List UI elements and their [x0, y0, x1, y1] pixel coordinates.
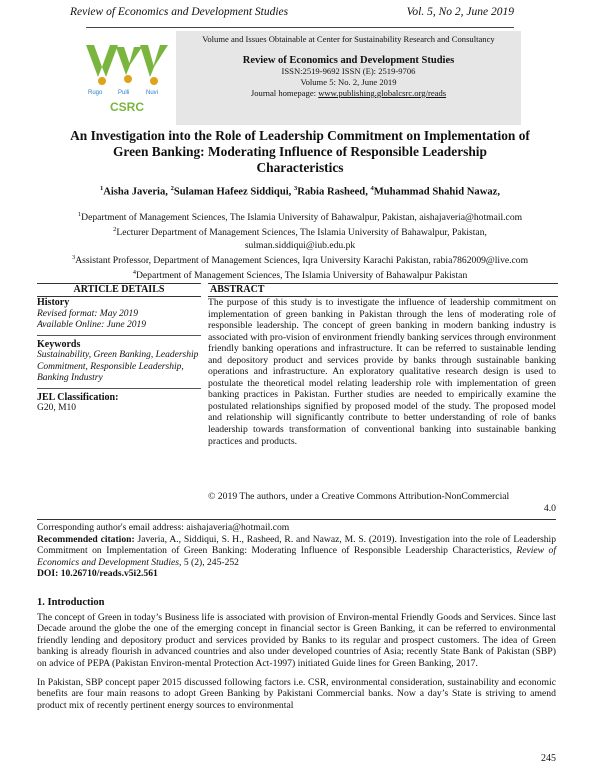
- paper-title: An Investigation into the Role of Leadership Commitment on Implementation of Green Banking: Moderating Influence of Responsible Leadership Characteristics: [70, 128, 530, 175]
- svg-text:Pulli: Pulli: [118, 90, 130, 96]
- affiliation-text: Department of Management Sciences, The Islamia University of Bahawalpur, Pakistan, aishajaveria@hotmail.com: [81, 212, 523, 224]
- keywords-list: Sustainability, Green Banking, Leadership Commitment, Responsible Leadership, Banking Industry: [37, 350, 199, 383]
- jel-heading: JEL Classification:: [37, 391, 119, 403]
- journal-masthead: [176, 31, 521, 125]
- page-number: 245: [541, 753, 556, 764]
- paragraph: In Pakistan, SBP concept paper 2015 discussed following factors i.e. CSR, environmental consideration, sustainability and economic benefits are four main reasons to adopt Green Banking by Pakistani Commercial banks. Now a day’s State is striving to amend product mix of recently pertinent energy sources to environmental: [37, 676, 556, 711]
- author-sup: 1: [99, 185, 104, 192]
- homepage-link[interactable]: www.publishing.globalcsrc.org/reads: [318, 88, 447, 98]
- jel-section: [37, 392, 201, 415]
- article-info-block: [37, 283, 556, 521]
- affiliation-text: Lecturer Department of Management Sciences, The Islamia University of Bahawalpur, Pakistan,: [116, 227, 487, 239]
- affiliations: [22, 209, 578, 283]
- affiliation-sup: 1: [77, 211, 82, 218]
- running-header-volume: Vol. 5, No 2, June 2019: [406, 6, 514, 18]
- affiliation-sup: 4: [132, 269, 136, 277]
- author-name: Muhammad Shahid Nawaz,: [373, 186, 501, 198]
- svg-text:Rugo: Rugo: [88, 90, 103, 96]
- affiliation-line: [22, 209, 578, 224]
- abstract-text: The purpose of this study is to investigate the influence of leadership commitment on implementation of green banking in Pakistan through the lens of moderating role of responsible leadership. The concept of green banking in modern banking industry is associated with pro-vision of environment friendly banking services through environment friendly banking operations and infrastructure. It can be referred to sustainable lending and depository product and services provide by banks through sustainable banking operations and infrastructure. An exploratory qualitative research design is used to postulate the theoretical model relating leadership role with implementation of green banking practices in Pakistan. Further studies are needed to empirically examine the postulated relationships signified by proposed model of the study. The proposed model and relationship will significantly contribute to better understanding of role of banks leadership towards transformation of conventional banking into sustainable banking practices and products.: [208, 297, 556, 447]
- copyright-notice: [208, 491, 556, 514]
- history-heading: History: [37, 297, 70, 308]
- correspondence-block: [37, 522, 556, 580]
- svg-text:Nuvi: Nuvi: [146, 90, 159, 96]
- svg-text:CSRC: CSRC: [110, 100, 145, 114]
- running-header-journal: Review of Economics and Development Studies: [70, 6, 289, 18]
- affiliation-line: [22, 240, 578, 252]
- masthead-volume: Volume 5: No. 2, June 2019: [300, 77, 397, 87]
- article-details-header: ARTICLE DETAILS: [37, 283, 201, 297]
- affiliation-sup: 2: [113, 226, 117, 234]
- affiliation-text: Assistant Professor, Department of Management Sciences, Iqra University Karachi Pakistan, rabia7862009@live.com: [75, 255, 529, 267]
- affiliation-text: sulman.siddiqui@iub.edu.pk: [244, 239, 356, 251]
- abstract-header: ABSTRACT: [208, 283, 558, 297]
- keywords-heading: Keywords: [37, 338, 81, 350]
- revised-date: Revised format: May 2019: [37, 308, 139, 319]
- corresponding-email[interactable]: aishajaveria@hotmail.com: [186, 522, 290, 533]
- doi[interactable]: DOI: 10.26710/reads.v5i2.561: [37, 568, 158, 580]
- affiliation-line: [22, 267, 578, 282]
- homepage-label: Journal homepage:: [250, 88, 317, 98]
- introduction-section: [37, 597, 556, 718]
- section-heading: 1. Introduction: [37, 597, 105, 608]
- author-name: Aisha Javeria,: [103, 186, 168, 198]
- affiliation-line: [22, 252, 578, 267]
- corresponding-label: Corresponding author's email address:: [37, 522, 184, 533]
- citation-volume: , 5 (2), 245-252: [179, 556, 239, 568]
- jel-codes: G20, M10: [37, 403, 77, 413]
- history-section: [37, 297, 201, 336]
- recommended-citation: [37, 534, 556, 569]
- affiliation-sup: 3: [71, 253, 76, 261]
- masthead-journal-title: Review of Economics and Development Studies: [242, 55, 455, 66]
- author-name: Rabia Rasheed,: [297, 186, 368, 198]
- affiliation-line: [22, 224, 578, 239]
- corresponding-author: [37, 522, 556, 534]
- masthead-issn: ISSN:2519-9692 ISSN (E): 2519-9706: [281, 66, 416, 76]
- affiliation-text: Department of Management Sciences, The Islamia University of Bahawalpur Pakistan: [136, 270, 468, 282]
- author-sup: 2: [170, 185, 174, 192]
- copyright-line: © 2019 The authors, under a Creative Commons Attribution-NonCommercial: [208, 491, 510, 502]
- article-details: [37, 297, 201, 415]
- keywords-section: [37, 339, 201, 389]
- author-name: Sulaman Hafeez Siddiqui,: [173, 186, 292, 198]
- citation-journal: Review of Economics and Development Studies: [37, 545, 557, 568]
- citation-label: Recommended citation:: [37, 533, 135, 545]
- paragraph: The concept of Green in today’s Business life is associated with provision of Environ-mental Friendly Goods and Services. Since last Decade around the globe the one of the emerging concept in financial sector is Green Banking, it can be referred to environmental friendly lending and depository product and services provided by Banks to its regular and prospect customers. The idea of Green banking is already flourish in advanced countries and also under developed countries of Asia; recently State Bank of Pakistan (SBP) on advice of PEPA (Pakistan Environ-mental Protection Act-1997) initiated Guide lines for Green Banking, 2017.: [37, 611, 556, 669]
- author-sup: 3: [293, 185, 298, 192]
- author-list: [70, 185, 530, 198]
- citation-text: Javeria, A., Siddiqui, S. H., Rasheed, R. and Nawaz, M. S. (2019). Investigation into the role of Leadership Commitment on Implementation of Green Banking: Moderating Influence of Responsible Leadership Characteristics,: [37, 533, 557, 557]
- running-header: [70, 6, 514, 24]
- info-block-rule: [37, 519, 556, 520]
- available-date: Available Online: June 2019: [37, 320, 146, 330]
- masthead-homepage: [176, 88, 521, 99]
- csrc-logo: [80, 37, 176, 117]
- header-rule: [86, 27, 514, 28]
- copyright-version: 4.0: [543, 502, 556, 514]
- author-sup: 4: [370, 185, 374, 192]
- masthead-top-line: Volume and Issues Obtainable at Center for Sustainability Research and Consultancy: [202, 34, 495, 44]
